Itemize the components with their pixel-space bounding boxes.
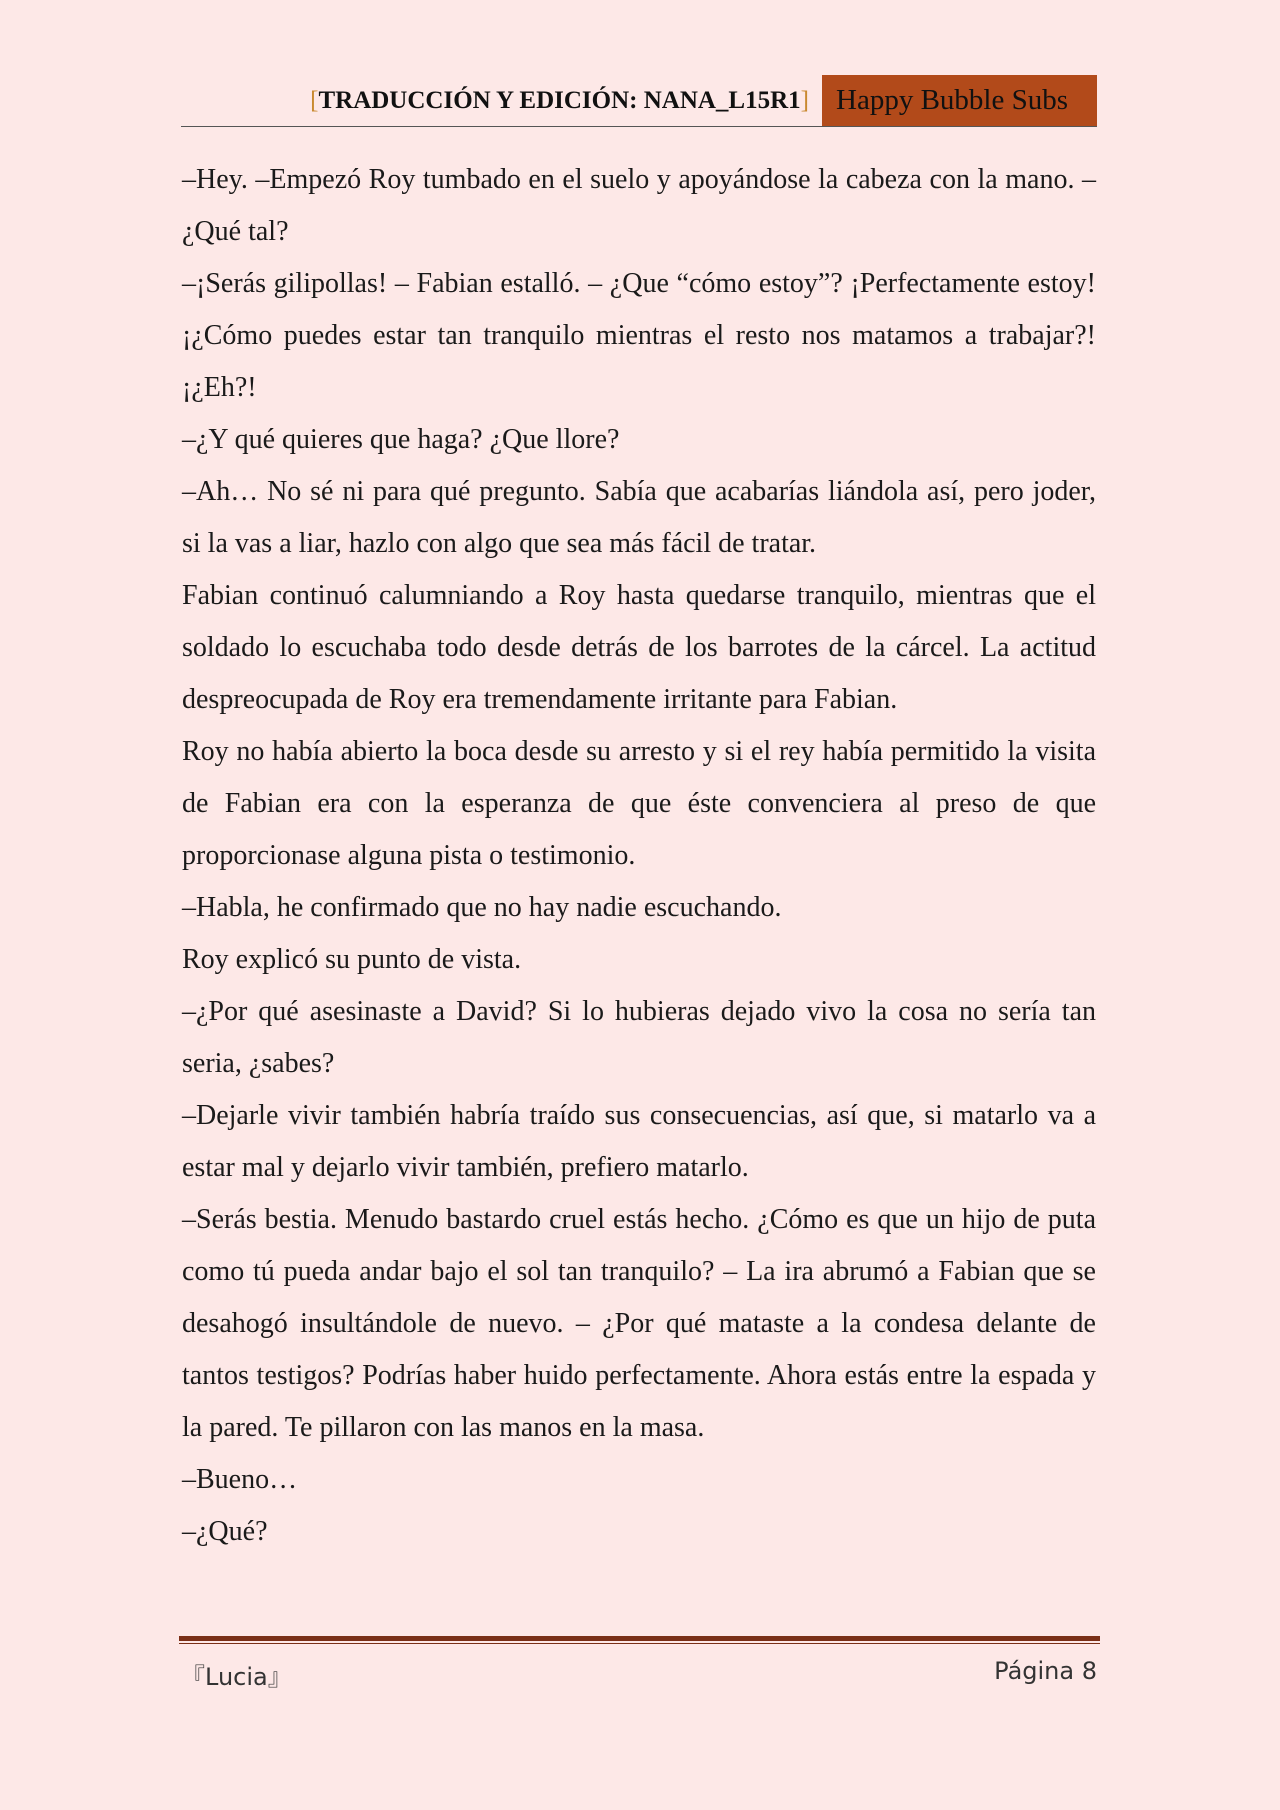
footer-book-title: 『Lucia』: [181, 1663, 292, 1691]
paragraph: –¿Y qué quieres que haga? ¿Que llore?: [182, 424, 620, 455]
paragraph: –Serás bestia. Menudo bastardo cruel estás hecho. ¿Cómo es que un hijo de puta como tú pueda andar bajo el sol tan tranquilo? – La ira abrumó a Fabian que se desahogó insultándole de nuevo. – ¿Por qué mataste a la condesa delante de tantos testigos? Podrías haber huido perfectamente. Ahora estás entre la espada y la pared. Te pillaron con las manos en la masa.: [182, 1204, 1096, 1443]
bracket-close: ]: [800, 87, 809, 114]
translation-credit: [310, 87, 809, 115]
paragraph: –Ah… No sé ni para qué pregunto. Sabía que acabarías liándola así, pero joder, si la vas a liar, hazlo con algo que sea más fácil de tratar.: [182, 476, 1096, 559]
translation-credit-text: TRADUCCIÓN Y EDICIÓN: NANA_L15R1: [318, 87, 801, 114]
paragraph: –¿Por qué asesinaste a David? Si lo hubieras dejado vivo la cosa no sería tan seria, ¿sabes?: [182, 996, 1096, 1079]
group-name-badge: Happy Bubble Subs: [822, 75, 1097, 126]
body-text: [182, 154, 1096, 1558]
header-divider: [181, 126, 1097, 127]
paragraph: –Habla, he confirmado que no hay nadie escuchando.: [182, 892, 782, 923]
paragraph: –¡Serás gilipollas! – Fabian estalló. – ¿Que “cómo estoy”? ¡Perfectamente estoy! ¡¿Cómo puedes estar tan tranquilo mientras el resto nos matamos a trabajar?! ¡¿Eh?!: [182, 268, 1096, 403]
paragraph: Fabian continuó calumniando a Roy hasta quedarse tranquilo, mientras que el soldado lo escuchaba todo desde detrás de los barrotes de la cárcel. La actitud despreocupada de Roy era tremendamente irritante para Fabian.: [182, 580, 1096, 715]
paragraph: –Hey. –Empezó Roy tumbado en el suelo y apoyándose la cabeza con la mano. – ¿Qué tal?: [182, 164, 1096, 247]
paragraph: Roy explicó su punto de vista.: [182, 944, 522, 975]
page-header: [181, 75, 1097, 127]
footer-page-number: Página 8: [994, 1657, 1097, 1685]
footer-divider: [179, 1636, 1100, 1644]
paragraph: –¿Qué?: [182, 1516, 268, 1547]
bracket-open: [: [310, 87, 319, 114]
paragraph: Roy no había abierto la boca desde su arresto y si el rey había permitido la visita de Fabian era con la esperanza de que éste convenciera al preso de que proporcionase alguna pista o testimonio.: [182, 736, 1096, 871]
paragraph: –Dejarle vivir también habría traído sus consecuencias, así que, si matarlo va a estar mal y dejarlo vivir también, prefiero matarlo.: [182, 1100, 1096, 1183]
paragraph: –Bueno…: [182, 1464, 298, 1495]
